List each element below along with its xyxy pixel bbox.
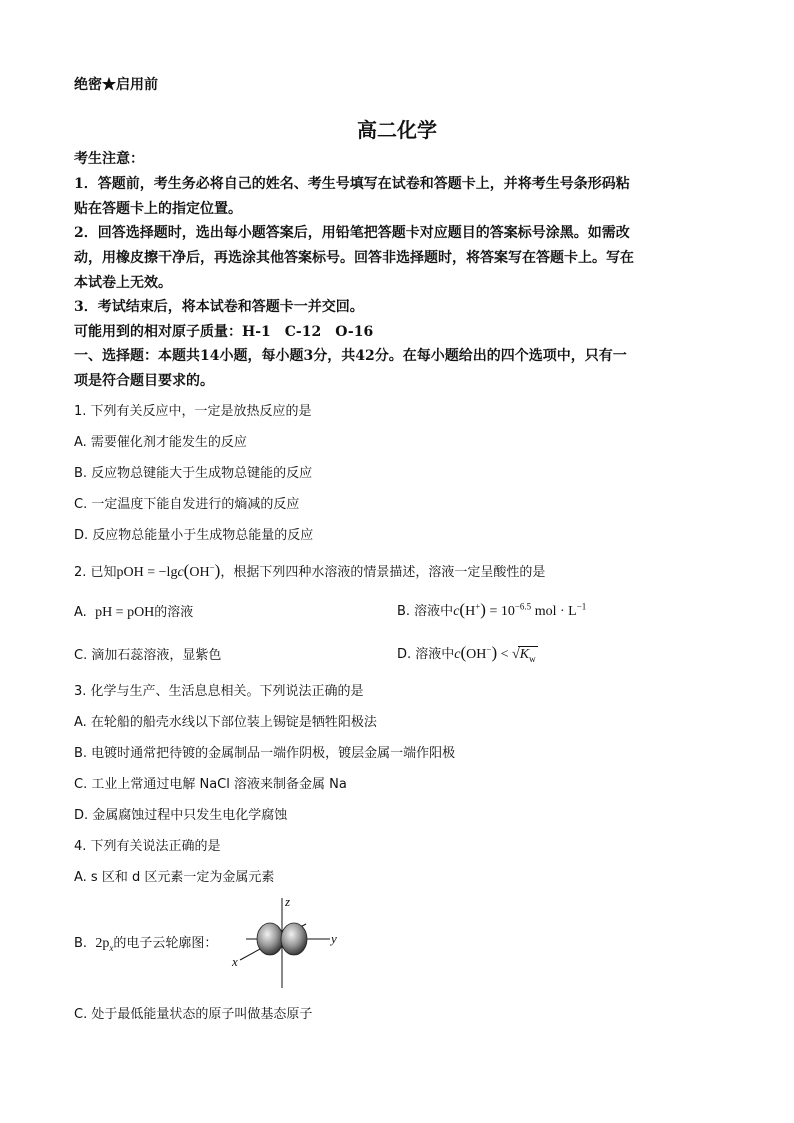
q3-stem: 3. 化学与生产、生活息息相关。下列说法正确的是 bbox=[74, 684, 364, 699]
poh-definition: pOH = −lgc(OH−) bbox=[116, 561, 221, 580]
q4-orbital-symbol: $2p_x$ bbox=[95, 936, 114, 953]
confidential-mark: 绝密★启用前 bbox=[74, 77, 158, 93]
q2-option-d-formula: $c(OH^-) < √K_w$ bbox=[454, 643, 536, 664]
orbital-lobe-left bbox=[257, 923, 283, 955]
atomic-masses: 可能用到的相对原子质量：H-1 C-12 O-16 bbox=[74, 324, 374, 340]
x-axis-label: x bbox=[232, 954, 238, 969]
notes-heading: 考生注意： bbox=[74, 151, 144, 167]
q3-option-c: C. 工业上常通过电解 NaCl 溶液来制备金属 Na bbox=[74, 777, 347, 792]
notes-line-2: 贴在答题卡上的指定位置。 bbox=[74, 201, 242, 217]
q4-stem: 4. 下列有关说法正确的是 bbox=[74, 839, 221, 854]
z-axis-label: z bbox=[285, 894, 291, 909]
q4-option-c: C. 处于最低能量状态的原子叫做基态原子 bbox=[74, 1007, 313, 1022]
q3-option-b: B. 电镀时通常把待镀的金属制品一端作阴极，镀层金属一端作阳极 bbox=[74, 746, 456, 761]
q2-stem-prefix: 2. 已知 bbox=[74, 565, 117, 580]
notes-line-4: 动，用橡皮擦干净后，再选涂其他答案标号。回答非选择题时，将答案写在答题卡上。写在 bbox=[74, 250, 634, 266]
q4-option-b-label: B. bbox=[74, 936, 88, 951]
q1-option-b: B. 反应物总键能大于生成物总键能的反应 bbox=[74, 466, 313, 481]
q3-option-a: A. 在轮船的船壳水线以下部位装上锡锭是牺牲阳极法 bbox=[74, 715, 377, 730]
q2-option-b-label: B. 溶液中 bbox=[397, 604, 454, 619]
p-orbital-diagram bbox=[226, 892, 346, 992]
y-axis-label: y bbox=[331, 931, 337, 946]
q2-option-c: C. 滴加石蕊溶液，显紫色 bbox=[74, 648, 222, 663]
q2-option-d bbox=[397, 643, 538, 663]
q2-option-b-formula: $c(H^+) = 10^{-6.5}$ mol · $L^{-1}$ bbox=[453, 600, 587, 619]
q1-option-d: D. 反应物总能量小于生成物总能量的反应 bbox=[74, 528, 314, 543]
section-1-line-1: 一、选择题：本题共14小题，每小题3分，共42分。在每小题给出的四个选项中，只有一 bbox=[74, 348, 627, 364]
q2-option-a-text: 的溶液 bbox=[154, 605, 194, 620]
q2-option-a-label: A. bbox=[74, 605, 87, 620]
q2-option-a bbox=[74, 601, 193, 621]
q1-stem: 1. 下列有关反应中，一定是放热反应的是 bbox=[74, 404, 312, 419]
q3-option-d: D. 金属腐蚀过程中只发生电化学腐蚀 bbox=[74, 808, 288, 823]
q1-option-a: A. 需要催化剂才能发生的反应 bbox=[74, 435, 247, 450]
page-title: 高二化学 bbox=[357, 118, 437, 142]
q2-option-d-label: D. 溶液中 bbox=[397, 647, 455, 662]
q2-stem bbox=[74, 561, 545, 581]
q4-option-a: A. s 区和 d 区元素一定为金属元素 bbox=[74, 870, 275, 885]
section-1-line-2: 项是符合题目要求的。 bbox=[74, 373, 214, 389]
notes-line-5: 本试卷上无效。 bbox=[74, 275, 172, 291]
notes-line-3: 2．回答选择题时，选出每小题答案后，用铅笔把答题卡对应题目的答案标号涂黑。如需改 bbox=[74, 225, 630, 241]
q2-stem-suffix: ，根据下列四种水溶液的情景描述，溶液一定呈酸性的是 bbox=[220, 565, 546, 580]
orbital-lobe-right bbox=[281, 923, 307, 955]
q2-option-b bbox=[397, 600, 586, 620]
q2-option-a-formula: pH = pOH bbox=[95, 605, 155, 620]
notes-line-1: 1．答题前，考生务必将自己的姓名、考生号填写在试卷和答题卡上，并将考生号条形码粘 bbox=[74, 176, 630, 192]
q4-option-b-text: 的电子云轮廓图： bbox=[113, 936, 218, 951]
q1-option-c: C. 一定温度下能自发进行的熵减的反应 bbox=[74, 497, 300, 512]
q4-option-b bbox=[74, 932, 217, 952]
notes-line-6: 3．考试结束后，将本试卷和答题卡一并交回。 bbox=[74, 299, 364, 315]
